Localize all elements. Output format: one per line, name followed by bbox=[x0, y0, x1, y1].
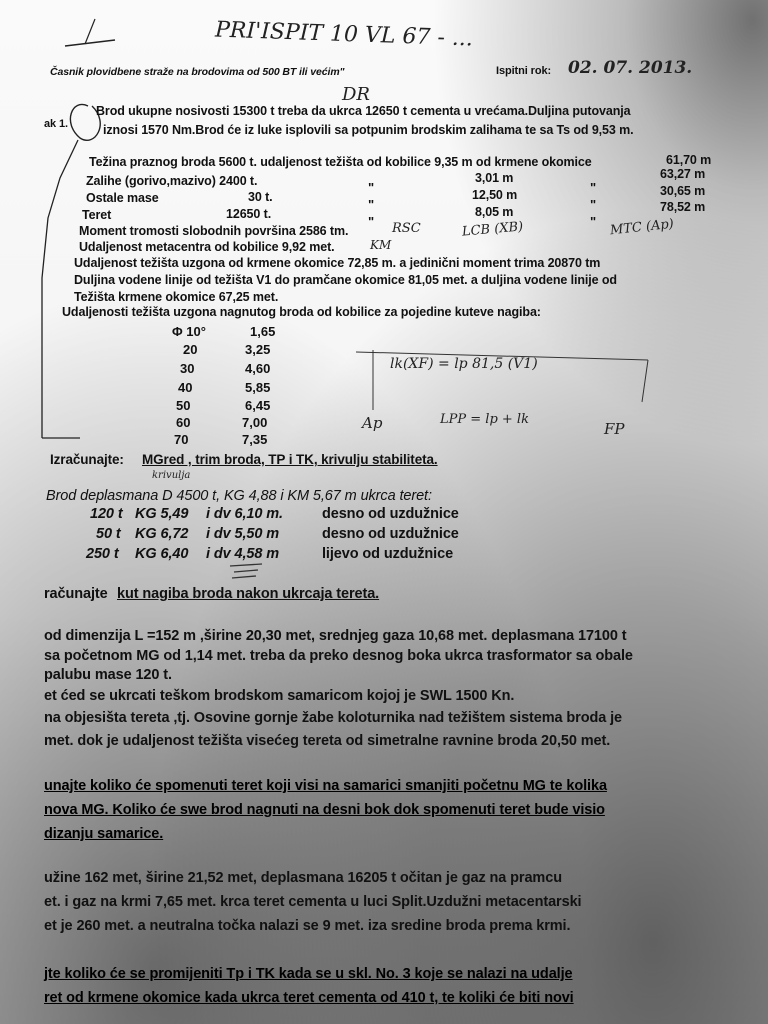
kn-angle: 40 bbox=[178, 380, 193, 395]
kn-angle: 50 bbox=[176, 398, 191, 413]
task1-row-zalihe-aft: 63,27 m bbox=[660, 167, 706, 181]
task1-ditto: " bbox=[590, 214, 597, 229]
load-side: lijevo od uzdužnice bbox=[322, 546, 454, 562]
task3-calc-line: nova MG. Koliko će swe brod nagnuti na desni bok dok spomenuti teret bude visio bbox=[44, 802, 605, 818]
handwritten-app: LPP = lp + lk bbox=[440, 412, 529, 427]
load-dv: i dv 6,10 m. bbox=[206, 506, 283, 522]
handwritten-formula: lk(XF) = lp 81,5 (V1) bbox=[390, 356, 538, 372]
task1-number: ak 1. bbox=[44, 118, 68, 130]
task3-line: met. dok je udaljenost težišta visećeg tereta od simetralne ravnine broda 20,50 met. bbox=[44, 733, 611, 749]
handwritten-initials: DR bbox=[342, 84, 370, 105]
load-mass: 50 t bbox=[96, 526, 121, 542]
task4-line: et. i gaz na krmi 7,65 met. krca teret cementa u luci Split.Uzdužni metacentarski bbox=[44, 894, 582, 910]
corner-pen-mark bbox=[60, 14, 120, 54]
kn-angle: 70 bbox=[174, 432, 189, 447]
task4-line: užine 162 met, širine 21,52 met, deplasmana 16205 t očitan je gaz na pramcu bbox=[44, 870, 562, 886]
handwritten-ap: Ap bbox=[362, 414, 383, 432]
task3-line: palubu mase 120 t. bbox=[44, 667, 172, 683]
task1-line2: iznosi 1570 Nm.Brod će iz luke isplovili sa potpunim brodskim zalihama te sa Ts od 9,53 m. bbox=[103, 123, 634, 137]
task1-row-ostale-keel: 12,50 m bbox=[472, 188, 518, 202]
load-dv: i dv 5,50 m bbox=[206, 526, 280, 542]
kn-value: 1,65 bbox=[250, 324, 276, 339]
load-mass: 120 t bbox=[90, 506, 123, 522]
handwritten-krivulja: krivulja bbox=[152, 470, 191, 481]
handwritten-lcb: LCB (XB) bbox=[461, 219, 524, 240]
task4-calc-line: ret od krmene okomice kada ukrca teret cementa od 410 t, te koliki će biti novi bbox=[44, 990, 574, 1006]
kn-value: 6,45 bbox=[245, 398, 271, 413]
load-kg: KG 5,49 bbox=[135, 506, 189, 522]
task1-row-ostale-aft: 30,65 m bbox=[660, 184, 706, 198]
task3-calc-line: unajte koliko će spomenuti teret koji visi na samarici smanjiti početnu MG te kolika bbox=[44, 778, 607, 794]
exam-date: 02. 07. 2013. bbox=[568, 58, 693, 78]
kn-angle: 60 bbox=[176, 415, 191, 430]
load-kg: KG 6,72 bbox=[135, 526, 189, 542]
kn-angle: 20 bbox=[183, 342, 198, 357]
task1-row-ostale-mass: 30 t. bbox=[248, 190, 273, 204]
task4-calc-line: jte koliko će se promijeniti Tp i TK kada se u skl. No. 3 koje se nalazi na udalje bbox=[44, 966, 573, 982]
handwritten-mtc: MTC (Ap) bbox=[609, 216, 675, 239]
kn-value: 7,00 bbox=[242, 415, 268, 430]
task1-line1: Brod ukupne nosivosti 15300 t treba da ukrca 12650 t cementa u vrećama.Duljina putovanja bbox=[96, 104, 631, 118]
kn-angle: 30 bbox=[180, 361, 195, 376]
task1-ditto: " bbox=[368, 214, 375, 229]
exam-subject: Časnik plovidbene straže na brodovima od 500 BT ili većim" bbox=[50, 66, 345, 78]
handwritten-fp: FP bbox=[604, 420, 625, 438]
task3-line: na objesišta tereta ,tj. Osovine gornje žabe koloturnika nad težištem sistema broda je bbox=[44, 710, 623, 726]
handwritten-header: PRI'ISPIT 10 VL 67 - ... bbox=[214, 17, 474, 52]
task1-row-teret: Teret bbox=[82, 208, 112, 222]
task1-ditto: " bbox=[590, 197, 597, 212]
load-side: desno od uzdužnice bbox=[322, 506, 459, 522]
task1-ditto: " bbox=[368, 197, 375, 212]
task2-calc-text: kut nagiba broda nakon ukrcaja tereta. bbox=[117, 586, 380, 602]
task1-metacentar: Udaljenost metacentra od kobilice 9,92 met. bbox=[79, 240, 335, 254]
load-dv: i dv 4,58 m bbox=[206, 546, 280, 562]
task1-row-prazni: Težina praznog broda 5600 t. udaljenost težišta od kobilice 9,35 m od krmene okomice bbox=[89, 155, 592, 169]
task1-calc-text: MGred , trim broda, TP i TK, krivulju stabiliteta. bbox=[142, 452, 438, 467]
task4-line: et je 260 met. a neutralna točka nalazi se 9 met. iza sredine broda prema krmi. bbox=[44, 918, 571, 934]
task1-vwl2: Težišta krmene okomice 67,25 met. bbox=[74, 290, 279, 304]
task1-row-zalihe: Zalihe (gorivo,mazivo) 2400 t. bbox=[86, 174, 258, 188]
kn-value: 3,25 bbox=[245, 342, 271, 357]
handwritten-rsc: RSC bbox=[392, 221, 421, 236]
task1-row-teret-mass: 12650 t. bbox=[226, 207, 272, 221]
task1-lcb: Udaljenost težišta uzgona od krmene okomice 72,85 m. a jedinični moment trima 20870 tm bbox=[74, 256, 601, 270]
load-side: desno od uzdužnice bbox=[322, 526, 459, 542]
kn-value: 5,85 bbox=[245, 380, 271, 395]
kn-value: 7,35 bbox=[242, 432, 268, 447]
task1-moment: Moment tromosti slobodnih površina 2586 tm. bbox=[79, 224, 349, 238]
task1-row-zalihe-keel: 3,01 m bbox=[475, 171, 514, 185]
task1-row-ostale: Ostale mase bbox=[86, 191, 159, 205]
kn-angle: Φ 10° bbox=[172, 324, 206, 339]
task2-calc-prefix: računajte bbox=[44, 586, 108, 602]
pen-scribble bbox=[228, 560, 268, 584]
handwritten-km: KM bbox=[370, 238, 392, 252]
task1-row-teret-aft: 78,52 m bbox=[660, 200, 706, 214]
task3-line: sa početnom MG od 1,14 met. treba da preko desnog boka ukrca trasformator sa obale bbox=[44, 648, 633, 664]
task1-ditto: " bbox=[368, 180, 375, 195]
exam-label: Ispitni rok: bbox=[496, 65, 552, 77]
task1-row-prazni-value: 61,70 m bbox=[666, 153, 712, 167]
task1-ditto: " bbox=[590, 180, 597, 195]
task3-line: et ćed se ukrcati teškom brodskom samaricom kojoj je SWL 1500 Kn. bbox=[44, 688, 515, 704]
task1-row-teret-keel: 8,05 m bbox=[475, 205, 514, 219]
task3-calc-line: dizanju samarice. bbox=[44, 826, 164, 842]
task1-vwl: Duljina vodene linije od težišta V1 do pramčane okomice 81,05 met. a duljina vodene linije od bbox=[74, 273, 617, 287]
load-kg: KG 6,40 bbox=[135, 546, 189, 562]
task1-calc-label: Izračunajte: bbox=[50, 452, 124, 467]
task3-line: od dimenzija L =152 m ,širine 20,30 met, srednjeg gaza 10,68 met. deplasmana 17100 t bbox=[44, 628, 627, 644]
kn-value: 4,60 bbox=[245, 361, 271, 376]
load-mass: 250 t bbox=[86, 546, 119, 562]
task2-line1: Brod deplasmana D 4500 t, KG 4,88 i KM 5,67 m ukrca teret: bbox=[46, 488, 432, 504]
task1-kn-header: Udaljenosti težišta uzgona nagnutog broda od kobilice za pojedine kuteve nagiba: bbox=[62, 305, 541, 319]
